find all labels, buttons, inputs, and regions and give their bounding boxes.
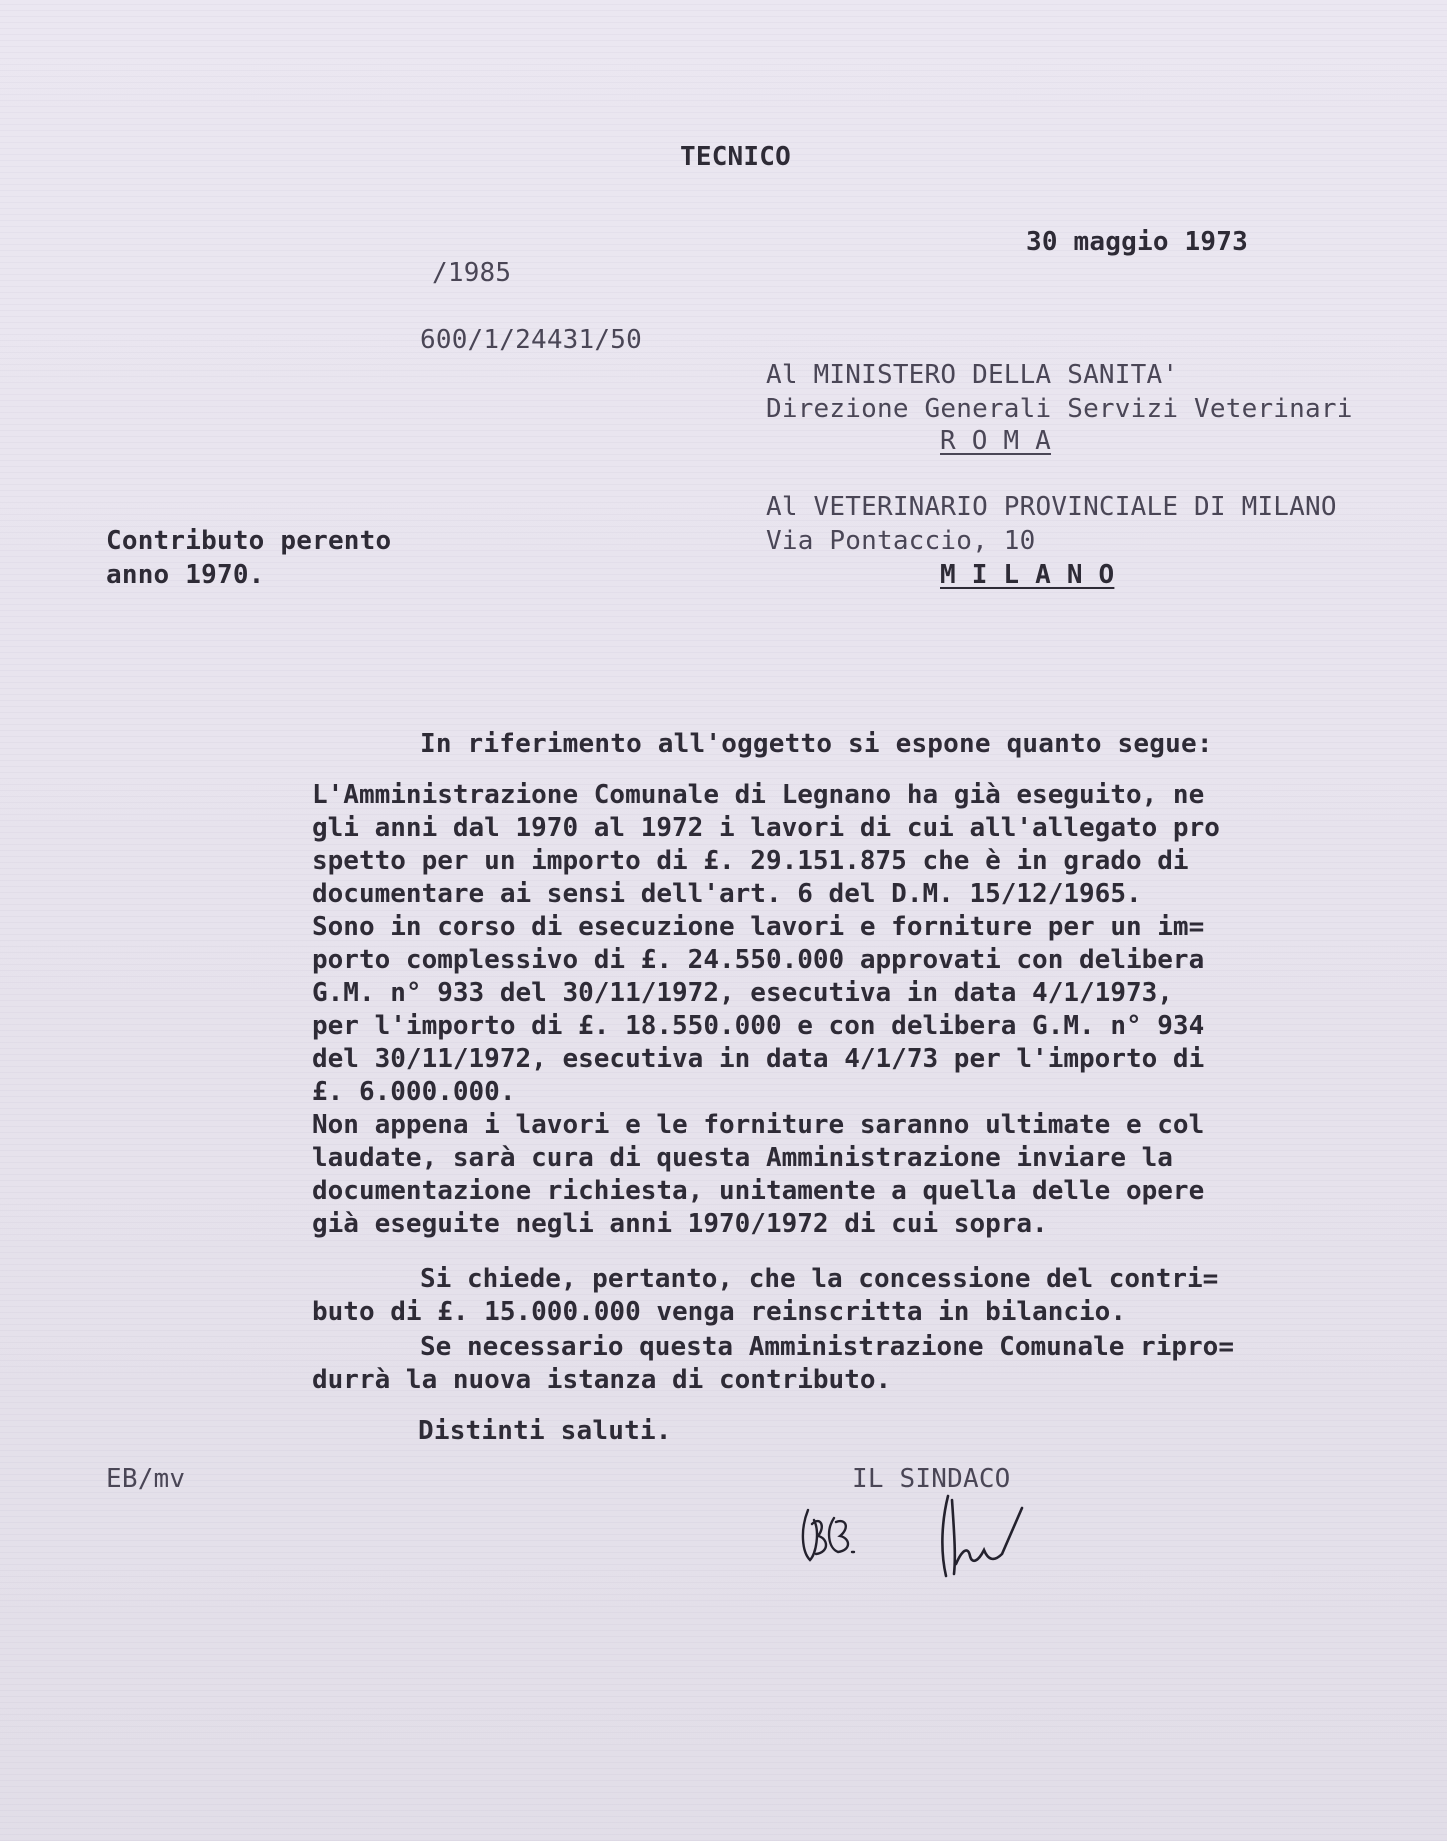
request-line: Si chiede, pertanto, che la concessione del contri= <box>420 1264 1219 1294</box>
body-line: L'Amministrazione Comunale di Legnano ha già eseguito, ne <box>312 780 1205 810</box>
body-line: G.M. n° 933 del 30/11/1972, esecutiva in data 4/1/1973, <box>312 978 1173 1008</box>
body-intro: In riferimento all'oggetto si espone quanto segue: <box>420 729 1213 759</box>
department-heading: TECNICO <box>680 142 791 172</box>
body-line: Sono in corso di esecuzione lavori e forniture per un im= <box>312 912 1205 942</box>
body-line: porto complessivo di £. 24.550.000 approvati con delibera <box>312 945 1205 975</box>
letter-date: 30 maggio 1973 <box>1026 227 1248 257</box>
recipient-ministry-line2: Direzione Generali Servizi Veterinari <box>766 394 1353 424</box>
body-line: spetto per un importo di £. 29.151.875 che è in grado di <box>312 846 1189 876</box>
recipient-veterinary-line2: Via Pontaccio, 10 <box>766 526 1036 556</box>
closing-salutation: Distinti saluti. <box>418 1416 672 1446</box>
body-line: Non appena i lavori e le forniture saranno ultimate e col <box>312 1110 1205 1140</box>
body-line: gli anni dal 1970 al 1972 i lavori di cui all'allegato pro <box>312 813 1220 843</box>
reference-code: 600/1/24431/50 <box>420 325 642 355</box>
body-line: per l'importo di £. 18.550.000 e con delibera G.M. n° 934 <box>312 1011 1205 1041</box>
body-line: documentare ai sensi dell'art. 6 del D.M. 15/12/1965. <box>312 879 1142 909</box>
body-line: già eseguite negli anni 1970/1972 di cui sopra. <box>312 1209 1048 1239</box>
subject-line2: anno 1970. <box>106 560 265 590</box>
recipient-ministry-city: R O M A <box>940 426 1051 456</box>
subject-line1: Contributo perento <box>106 526 392 556</box>
typist-initials: EB/mv <box>106 1464 186 1494</box>
handwritten-signature <box>790 1490 1050 1590</box>
signatory-title: IL SINDACO <box>852 1464 1011 1494</box>
protocol-number: /1985 <box>432 258 512 288</box>
body-line: del 30/11/1972, esecutiva in data 4/1/73 per l'importo di <box>312 1044 1205 1074</box>
recipient-ministry-line1: Al MINISTERO DELLA SANITA' <box>766 360 1179 390</box>
request-line: Se necessario questa Amministrazione Comunale ripro= <box>420 1332 1234 1362</box>
request-line: durrà la nuova istanza di contributo. <box>312 1365 892 1395</box>
recipient-veterinary-city: M I L A N O <box>940 560 1115 590</box>
body-line: documentazione richiesta, unitamente a quella delle opere <box>312 1176 1205 1206</box>
request-line: buto di £. 15.000.000 venga reinscritta in bilancio. <box>312 1297 1126 1327</box>
body-line: laudate, sarà cura di questa Amministrazione inviare la <box>312 1143 1173 1173</box>
body-line: £. 6.000.000. <box>312 1077 516 1107</box>
recipient-veterinary-line1: Al VETERINARIO PROVINCIALE DI MILANO <box>766 492 1337 522</box>
